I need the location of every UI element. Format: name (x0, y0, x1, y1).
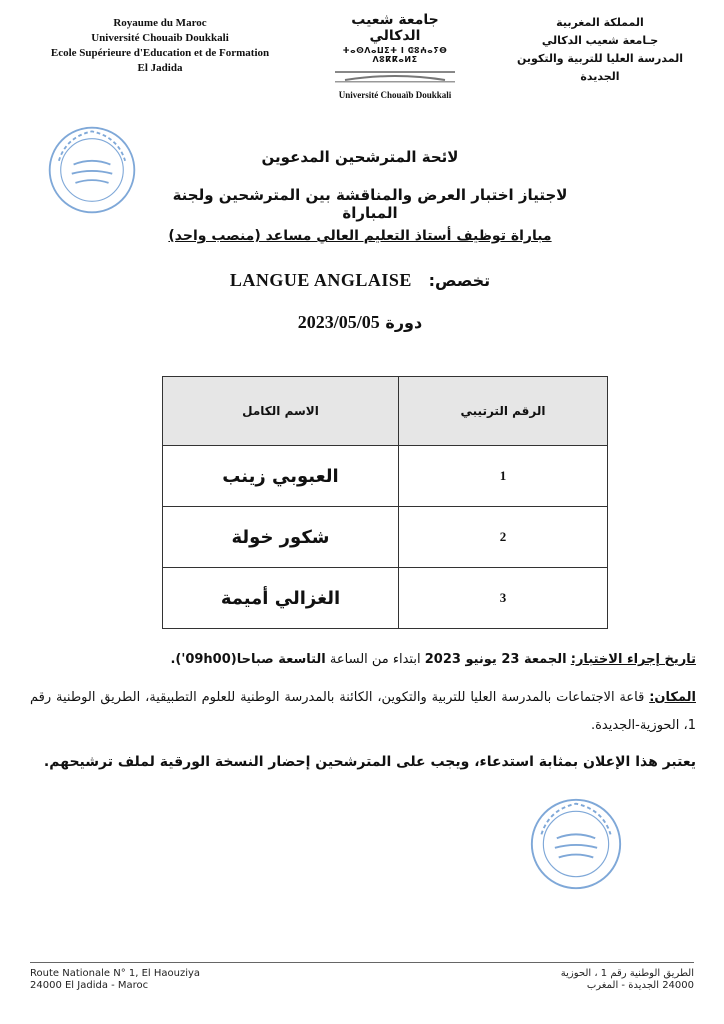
rank-cell: 3 (399, 568, 608, 629)
footer-fr-line2: 24000 El Jadida - Maroc (30, 980, 149, 991)
school-ar: المدرسة العليا للتربية والتكوين (517, 52, 683, 65)
document-subtitle: لاجتياز اختبار العرض والمناقشة بين المترشحين ولجنة المباراة (172, 186, 568, 222)
specialty-label: تخصص: (428, 271, 491, 290)
city-fr: El Jadida (137, 62, 183, 74)
exam-date-label: تاريخ إجراء الاختبار: (570, 652, 696, 667)
logo-arabic-name: جامعة شعيب الدكالي (351, 12, 439, 44)
table-header-row (163, 377, 608, 446)
exam-time-prefix: ابتداء من الساعة (329, 652, 421, 667)
city-ar: الجديدة (580, 70, 620, 83)
university-ar: جـامعة شعيب الدكالي (541, 34, 659, 47)
kingdom-ar: المملكة المغربية (556, 16, 644, 29)
rank-cell: 1 (399, 446, 608, 507)
exam-place-paragraph (30, 684, 696, 740)
footer-fr-line1: Route Nationale N° 1, El Haouziya (30, 968, 201, 979)
footer-divider (30, 962, 694, 963)
document-title: لائحة المترشحين المدعوين (261, 148, 459, 166)
exam-place-label: المكان: (649, 690, 696, 705)
table-row (163, 507, 608, 568)
footer-ar-line1: الطريق الوطنية رقم 1 ، الحوزية (560, 968, 694, 979)
name-cell: الغزالي أميمة (163, 568, 399, 629)
kingdom-fr: Royaume du Maroc (113, 17, 207, 29)
rank-header: الرقم الترتيبي (399, 377, 608, 446)
header-left-block (30, 16, 290, 76)
closing-paragraph: يعتبر هذا الإعلان بمثابة استدعاء، ويجب على المترشحين إحضار النسخة الورقية لملف ترشيحهم. (43, 754, 696, 770)
footer-address-fr (30, 968, 200, 992)
exam-time-value: التاسعة صباحا(09h00'). (170, 652, 326, 667)
footer-ar-line2: 24000 الجديدة - المغرب (586, 980, 694, 991)
candidates-table (162, 376, 608, 629)
session-line (120, 312, 600, 333)
exam-date-paragraph (30, 646, 696, 674)
school-fr: Ecole Supérieure d'Education et de Formation (50, 47, 270, 59)
table-row (163, 446, 608, 507)
name-cell: العبوبي زينب (163, 446, 399, 507)
logo-french-name: Université Chouaïb Doukkali (338, 90, 452, 100)
rank-cell: 2 (399, 507, 608, 568)
table-row (163, 568, 608, 629)
logo-emblem-icon (335, 68, 455, 84)
session-label: دورة (385, 313, 423, 332)
name-header: الاسم الكامل (163, 377, 399, 446)
session-date: 2023/05/05 (297, 312, 380, 332)
name-cell: شكور خولة (163, 507, 399, 568)
university-logo (330, 12, 460, 100)
competition-title: مباراة توظيف أستاذ التعليم العالي مساعد (منصب واحد) (168, 228, 552, 244)
exam-date-value: الجمعة 23 يونيو 2023 (424, 652, 567, 667)
official-stamp-icon-bottom (528, 796, 624, 892)
official-stamp-icon (46, 124, 138, 216)
specialty-value: LANGUE ANGLAISE (229, 270, 412, 290)
logo-tifinagh-name: ⵜⴰⵙⴷⴰⵡⵉⵜ ⵏ ⵛⵓⵄⴰⵢⴱ ⴷⵓⴽⴽⴰⵍⵉ (342, 46, 448, 64)
university-fr: Université Chouaib Doukkali (91, 32, 229, 44)
specialty-line (120, 270, 600, 291)
exam-place-text: قاعة الاجتماعات بالمدرسة العليا للتربية والتكوين، الكائنة بالمدرسة الوطنية للعلوم التطبيقية، الطريق الوطنية رقم 1، الحوزية-الجديدة. (30, 690, 696, 733)
header-right-block (500, 14, 700, 86)
footer-address-ar (561, 968, 694, 992)
